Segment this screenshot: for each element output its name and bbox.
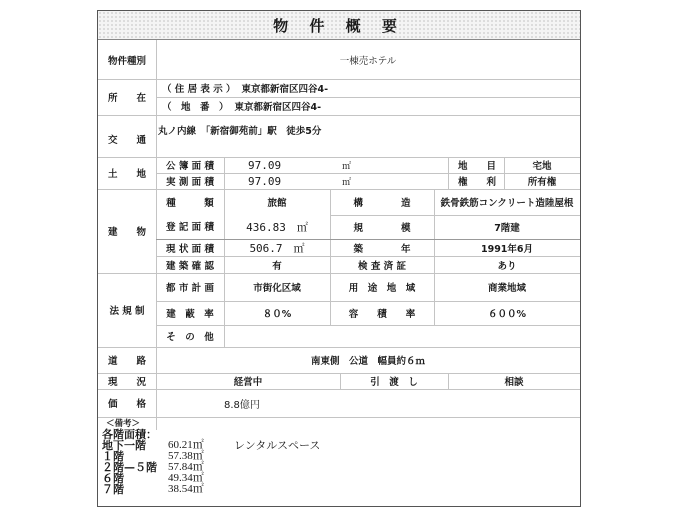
document-title: 物 件 概 要 (273, 16, 405, 35)
residence-display-value: 東京都新宿区四谷4- (241, 84, 329, 95)
other-regulations-value (224, 325, 580, 347)
scale-label: 規 模 (353, 223, 411, 234)
built-year-value: 1991年6月 (480, 243, 534, 255)
structure-label: 構 造 (353, 198, 411, 209)
property-type-value: 一棟売ホテル (339, 55, 397, 67)
current-floor-area-label: 現 状 面 積 (166, 243, 214, 255)
measured-land-area-value: 97.09 ㎡ (248, 174, 352, 188)
rights-label: 権 利 (458, 177, 497, 188)
registered-land-area-label: 公 簿 面 積 (166, 161, 214, 172)
land-label: 土 地 (107, 169, 146, 180)
floor-area-row: ７階 38.54㎡ (102, 483, 204, 496)
inspection-certificate-value: あり (497, 260, 517, 272)
measured-land-area-label: 実 測 面 積 (166, 177, 214, 188)
floor-area-row: 地下一階 60.21㎡ レンタルスペース (102, 439, 321, 452)
city-planning-value: 市街化区域 (253, 283, 301, 294)
handover-value: 相談 (504, 377, 524, 388)
remarks-section (102, 419, 320, 495)
building-confirmation-value: 有 (272, 260, 282, 272)
road-label: 道 路 (108, 356, 147, 367)
floor-area-row: ６階 49.34㎡ (102, 472, 204, 485)
rights-value: 所有権 (527, 177, 557, 188)
location-lot-row (156, 97, 580, 115)
floor-area-ratio-value: ６００% (487, 309, 527, 320)
floor-area-ratio-label: 容 積 率 (348, 309, 416, 320)
floor-area-row: １階 57.38㎡ (102, 450, 204, 463)
registered-floor-area-value: 436.83 ㎡ (246, 221, 308, 234)
property-overview-sheet (97, 10, 581, 507)
building-coverage-label: 建 蔽 率 (166, 309, 214, 320)
zoning-value: 商業地域 (487, 283, 526, 294)
current-floor-area-value: 506.7 ㎡ (249, 241, 305, 255)
land-category-label: 地 目 (458, 161, 497, 172)
regulations-label: 法 規 制 (109, 306, 145, 317)
lot-number-label: （ 地 番 ） (162, 102, 229, 113)
structure-value: 鉄骨鉄筋コンクリート造陸屋根 (440, 198, 574, 209)
building-type-label: 種 類 (166, 198, 214, 209)
building-coverage-value: ８０% (262, 309, 292, 320)
land-category-value: 宅地 (532, 161, 552, 172)
status-label: 現 況 (108, 377, 147, 388)
remarks-header: ＜備考＞ (106, 419, 141, 429)
inspection-certificate-label: 検 査 済 証 (358, 260, 406, 272)
building-type-value: 旅館 (267, 198, 287, 209)
transport-value: 丸ノ内線 「新宿御苑前」駅 徒歩5分 (158, 126, 322, 137)
floor-areas-heading: 各階面積： (102, 428, 157, 441)
scale-value: 7階建 (494, 223, 520, 234)
built-year-label: 築 年 (353, 243, 411, 255)
floor-area-row: ２階—５階 57.84㎡ (102, 461, 204, 474)
road-value: 南東側 公道 幅員約６ｍ (310, 356, 425, 367)
other-regulations-label: そ の 他 (166, 332, 214, 343)
lot-number-value: 東京都新宿区四谷4- (234, 102, 322, 113)
registered-land-area-value: 97.09 ㎡ (248, 158, 352, 172)
property-type-label: 物件種別 (107, 55, 146, 67)
document-title-band (98, 11, 580, 40)
residence-display-label: （ 住 居 表 示 ） (162, 84, 236, 95)
location-residence-row (156, 79, 580, 97)
zoning-label: 用 途 地 域 (348, 283, 416, 294)
handover-label: 引 渡 し (370, 377, 418, 388)
building-confirmation-label: 建 築 確 認 (166, 260, 214, 272)
price-value: 8.8億円 (224, 399, 260, 411)
price-label: 価 格 (108, 399, 147, 410)
location-label: 所 在 (108, 93, 147, 104)
status-value: 経営中 (233, 377, 263, 388)
divider (98, 417, 580, 418)
registered-floor-area-label: 登 記 面 積 (166, 222, 214, 233)
transport-label: 交 通 (107, 135, 146, 146)
city-planning-label: 都 市 計 画 (166, 283, 214, 294)
building-label: 建 物 (107, 227, 146, 238)
